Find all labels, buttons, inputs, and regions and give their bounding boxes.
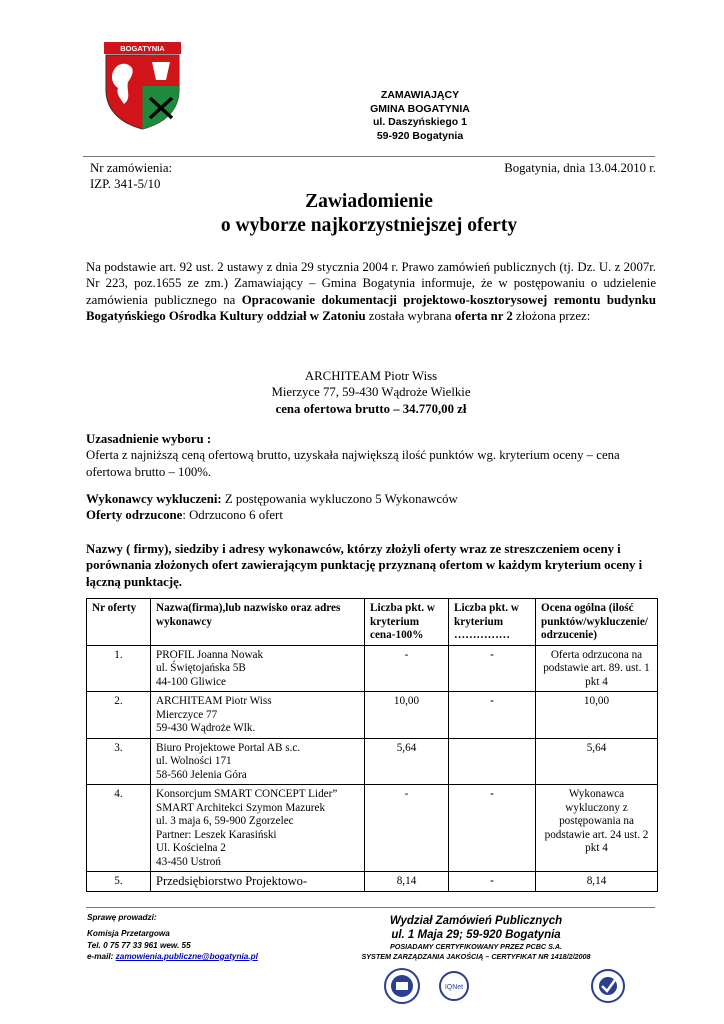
other-points: - [449,785,536,872]
offers-table [86,598,658,892]
certification-logos [380,966,660,1006]
overall-score: Oferta odrzucona na podstawie art. 89. ust. 1 pkt 4 [536,645,658,692]
header-line: GMINA BOGATYNIA [370,102,470,115]
header-other-points: Liczba pkt. w kryterium …………… [449,599,536,646]
winner-address: Mierzyce 77, 59-430 Wądroże Wielkie [271,385,471,400]
pcbc-certification-icon [385,969,419,1003]
table-row [87,738,658,785]
crest-label: BOGATYNIA [120,44,165,53]
footer-phone: Tel. 0 75 77 33 961 wew. 55 [87,940,191,950]
other-points [449,738,536,785]
contractor-line: 58-560 Jelenia Góra [156,768,247,781]
header-line: 59-920 Bogatynia [376,129,464,142]
price-points: - [365,645,449,692]
footer-cert-2: SYSTEM ZARZĄDZANIA JAKOŚCIĄ – CERTYFIKAT NR 1418/2/2008 [361,951,591,961]
contractor-line: Konsorcjum SMART CONCEPT Lider” SMART Architekci Szymon Mazurek [156,788,338,814]
bogatynia-coat-of-arms [104,42,181,130]
justification-section [86,431,656,480]
rejected-label: Oferty odrzucone [86,508,183,523]
price-points: 8,14 [365,872,449,892]
iqnet-label: IQNet [444,984,464,991]
contractor-line: 43-450 Ustroń [156,855,221,868]
offer-no: 3. [87,738,151,785]
contractor-line: PROFIL Joanna Nowak [156,648,264,661]
offers-summary-heading: Nazwy ( firmy), siedziby i adresy wykonawców, którzy złożyli oferty wraz ze streszczeniem oceny i porównania złożonych ofert zawierającym punktację przyznaną ofertom w każdym kryterium oceny i łączną punktację. [86,542,643,589]
document-date: Bogatynia, dnia 13.04.2010 r. [504,161,656,175]
contractor-cell [151,738,365,785]
winner-name: ARCHITEAM Piotr Wiss [304,369,438,383]
contractor-line: Ul. Kościelna 2 [156,842,226,854]
footer-contact [87,912,258,962]
header-offer-no: Nr oferty [87,599,151,646]
contractor-cell [151,692,365,739]
excluded-label: Wykonawcy wykluczeni: [86,492,222,506]
justification-text: Oferta z najniższą ceną ofertową brutto, uzyskała największą ilość punktów wg. kryterium oceny – cena ofertowa brutto – 100%. [86,448,620,479]
overall-score: Wykonawca wykluczony z postępowania na podstawie art. 24 ust. 2 pkt 4 [536,785,658,872]
footer-divider [86,907,655,908]
footer-lead: Sprawę prowadzi: [87,913,157,922]
contractor-cell [151,872,365,892]
intro-paragraph [86,259,656,324]
price-points: 10,00 [365,692,449,739]
table-row [87,692,658,739]
contractor-line: ul. Świętojańska 5B [156,662,246,674]
iqnet-logo-icon [440,972,468,1000]
overall-score: 10,00 [536,692,658,739]
other-points: - [449,692,536,739]
contracting-authority-header [330,89,510,143]
reference-number: IZP. 341-5/10 [90,177,161,191]
contractor-line: ul. Wolności 171 [156,755,232,767]
table-row [87,872,658,892]
title-line-1: Zawiadomienie [305,191,433,212]
contractor-line: Partner: Leszek Karasiński [156,828,277,841]
order-number-label: Nr zamówienia: [90,161,173,175]
intro-text: złożona przez: [512,308,591,323]
offer-no: 4. [87,785,151,872]
overall-score: 8,14 [536,872,658,892]
footer-dept: Wydział Zamówień Publicznych [389,915,563,927]
price-points: 5,64 [365,738,449,785]
header-contractor: Nazwa(firma),lub nazwisko oraz adres wykonawcy [151,599,365,646]
footer-address: ul. 1 Maja 29; 59-920 Bogatynia [391,929,561,941]
winner-price: cena ofertowa brutto – 34.770,00 zł [275,401,467,416]
title-line-2: o wyborze najkorzystniejszej oferty [220,215,518,236]
excluded-text: Z postępowania wykluczono 5 Wykonawców [221,492,458,506]
other-points: - [449,645,536,692]
header-line: ZAMAWIAJĄCY [380,89,460,101]
overall-score: 5,64 [536,738,658,785]
table-row [87,785,658,872]
contractor-line: 59-430 Wądroże Wlk. [156,722,256,734]
justification-heading: Uzasadnienie wyboru : [86,432,212,446]
price-points: - [365,785,449,872]
footer-department [290,914,662,961]
intro-text: Na podstawie art. 92 ust. 2 ustawy z dnia 29 stycznia 2004 r. Prawo zamówień publicznych (tj. Dz. U. z 2007r. Nr 223, poz.1655 ze zm.) Zamawiający – Gmina Bogatynia informuje, że w postępowaniu o udzielenie zamówienia publicznego na [86,260,656,307]
header-divider [83,156,655,157]
contractor-cell [151,645,365,692]
contractor-line: ul. 3 maja 6, 59-900 Zgorzelec [156,815,294,827]
document-title [83,190,655,238]
header-price-points: Liczba pkt. w kryterium cena-100% [365,599,449,646]
header-line: ul. Daszyńskiego 1 [373,116,467,128]
contractor-line: Przedsiębiorstwo Projektowo- [156,874,308,888]
table-header-row [87,599,658,646]
footer-cert-1: POSIADAMY CERTYFIKOWANY PRZEZ PCBC S.A. [389,942,563,951]
offer-no: 1. [87,645,151,692]
rejected-text: : Odrzucono 6 ofert [182,508,283,523]
footer-email-link[interactable]: zamowienia.publiczne@bogatynia.pl [115,951,258,961]
intro-text: została wybrana [365,308,455,323]
exclusions-section [86,491,656,524]
contract-subject: Opracowanie dokumentacji projektowo-kosztorysowej remontu budynku Bogatyńskiego Ośrodka Kultury oddział w Zatoniu [86,292,656,323]
table-row [87,645,658,692]
footer-email-label: e-mail: [87,951,116,961]
other-points: - [449,872,536,892]
contractor-line: 44-100 Gliwice [156,675,226,688]
selected-offer: oferta nr 2 [454,308,513,323]
contractor-line: Biuro Projektowe Portal AB s.c. [156,741,301,754]
footer-committee: Komisja Przetargowa [87,929,170,939]
offer-no: 2. [87,692,151,739]
offer-no: 5. [87,872,151,892]
contractor-line: ARCHITEAM Piotr Wiss [156,695,272,707]
quality-certificate-icon [592,970,624,1002]
header-overall-score: Ocena ogólna (ilość punktów/wykluczenie/ odrzucenie) [536,599,658,646]
contractor-cell [151,785,365,872]
winner-block [86,368,656,417]
contractor-line: Mierczyce 77 [156,708,218,721]
